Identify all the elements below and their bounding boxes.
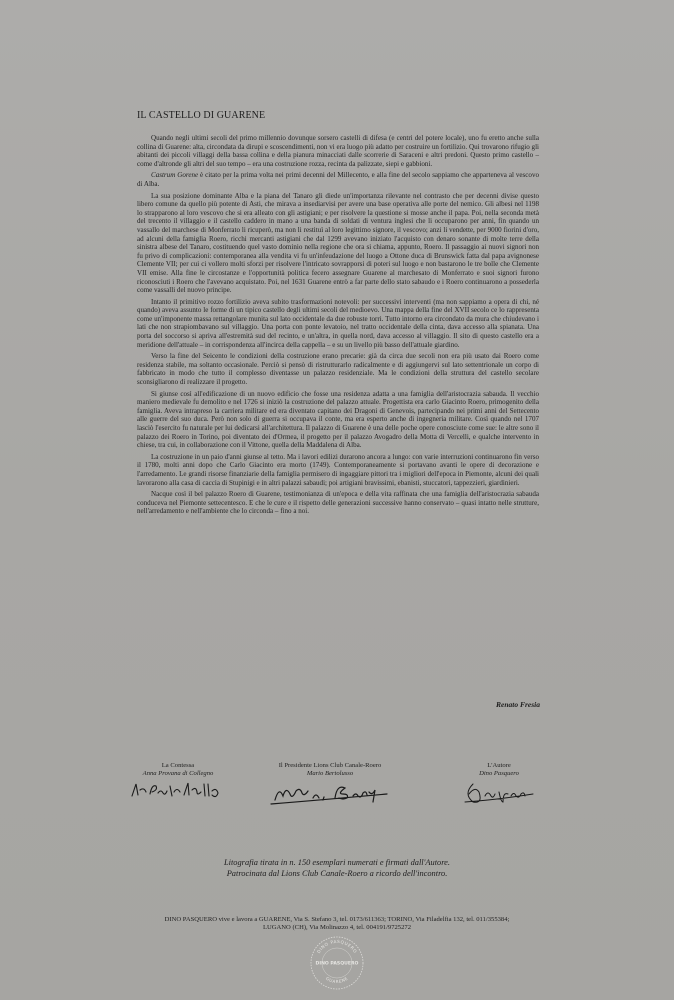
paragraph-3: [137, 192, 539, 295]
footer-line-2: LUGANO (CH), Via Molinazzo 4, tel. 004191/9725272: [262, 924, 411, 932]
document-body: [137, 134, 539, 519]
lithograph-line-1: Litografia tirata in n. 150 esemplari numerati e firmati dall'Autore.: [224, 858, 450, 867]
paragraph-lead: Castrum Gorene: [151, 171, 199, 180]
artist-contacts: [95, 916, 579, 933]
signature-name: Anna Provana di Collegno: [142, 770, 214, 777]
seal-text-top: DINO PASQUERO: [315, 938, 359, 955]
seal-text-bottom: GUARENE: [324, 975, 350, 985]
document-title: IL CASTELLO DI GUARENE: [137, 110, 266, 121]
embossed-seal-icon: [308, 934, 366, 992]
signature-role: La Contessa: [161, 762, 195, 769]
footer-line-1: DINO PASQUERO vive e lavora a GUARENE, Via S. Stefano 3, tel. 0173/611363; TORINO, Via Filadelfia 132, tel. 011/355384;: [164, 916, 510, 923]
signature-name: Mario Bertolusso: [306, 770, 354, 777]
paragraph-text: Verso la fine del Seicento le condizioni della costruzione erano precarie: già da circa due secoli non era più usato dai Roero come residenza stabile, ma soltanto occasionale. Perciò si pensò di ristrutturarlo radicalmente e di aggiungervi sul lato settentrionale un corpo di fabbricato in modo che tutto il complesso diventasse un palazzo residenziale. Ma le condizioni della struttura del castello secolare sconsigliarono di realizzare il progetto.: [137, 352, 539, 387]
paragraph-text: Quando negli ultimi secoli del primo millennio dovunque sorsero castelli di difesa (e centri del potere locale), uno fu eretto anche sulla collina di Guarene: alta, circondata da dirupi e scoscendimenti, non vi era luogo più adatto per costruire un fortilizio. Qui trovarono rifugio gli abitanti dei piccoli villaggi della bassa collina e della pianura minacciati dalle scorrerie di Saraceni e altri predoni. Questo primo castello – come d'altronde gli altri del suo tempo – era una costruzione rozza, recinta da palizzate, siepi e gabbioni.: [137, 134, 539, 168]
lithograph-line-2: Patrocinata dal Lions Club Canale-Roero a ricordo dell'incontro.: [226, 869, 448, 878]
paragraph-1: [137, 134, 539, 168]
paragraph-text: è citato per la prima volta nei primi decenni del Millecento, e alla fine del secolo sappiamo che apparteneva al vescovo di Alba.: [137, 171, 539, 188]
signature-block-contessa: [118, 762, 238, 802]
signature-block-president: [255, 762, 405, 808]
signature-name: Dino Pasquero: [479, 770, 519, 777]
paragraph-7: [137, 453, 539, 487]
paragraph-6: [137, 390, 539, 450]
signature-role: L'Autore: [487, 762, 511, 769]
paragraph-text: La costruzione in un paio d'anni giunse al tetto. Ma i lavori edilizi durarono ancora a lungo: con varie interruzioni continuarono fin verso il 1780, molti anni dopo che Carlo Giacinto era morto (1749). Contemporaneamente si portavano avanti le opere di decorazione e l'arredamento. Le grandi risorse finanziarie della famiglia permisero di ingaggiare pittori tra i migliori dell'epoca in Piemonte, alcuni dei quali lavorarono alla casa di caccia di Stupinigi e in altri palazzi sabaudi; poi artigiani bravissimi, ebanisti, stuccatori, tappezzieri, giardinieri.: [137, 452, 539, 487]
handwritten-signature-icon: [128, 778, 228, 802]
handwritten-signature-icon: [265, 778, 395, 808]
author-name: Renato Fresia: [496, 700, 540, 709]
handwritten-signature-icon: [459, 778, 539, 808]
paragraph-text: Intanto il primitivo rozzo fortilizio aveva subito trasformazioni notevoli: per successivi interventi (ma non sappiamo a opera di chi, né quando) aveva assunto le forme di un tipico castello degli ultimi secoli del medioevo. Una mappa della fine del XVII secolo ce lo rappresenta come un'imponente massa rettangolare munita sul lato occidentale da due robuste torri. Tutto intorno era circondato da mura che chiudevano i lati che non strapiombavano sul villaggio. Una porta con ponte levatoio, nel tratto occidentale della cinta, dava accesso alla spianata. Una porta del soccorso si apriva all'estremità sud del recinto, e un'altra, in quella nord, dava accesso al villaggio. Il sito di questo castello era a meridione dell'attuale – in corrispondenza all'incirca della cappella – e su un livello più basso dell'attuale giardino.: [137, 297, 539, 349]
paragraph-4: [137, 298, 539, 350]
svg-text:GUARENE: [325, 976, 349, 984]
paragraph-5: [137, 352, 539, 386]
lithograph-note: [130, 857, 544, 879]
paragraph-text: La sua posizione dominante Alba e la piana del Tanaro gli diede un'importanza rilevante nel contrasto che per decenni divise questo libero comune da quello più potente di Asti, che mirava a insediarvisi per avere una base operativa alle porte del nemico. Gli albesi nel 1198 lo strapparono al loro vescovo che si era alleato con gli astigiani; e per risolvere la questione si mosse anche il papa. Poi, nella seconda metà del trecento il villaggio e il castello caddero in mano a una banda di soldati di ventura inglesi che li occuparono per anni, fin quando un vassallo del marchese di Monferrato li ricuperò, ma non li restituì al loro legittimo signore, il vescovo; anzi li vendette, per 9000 fiorini d'oro, ad alcuni della famiglia Roero, ricchi mercanti astigiani che dal 1299 avevano iniziato l'acquisto con denaro sonante di molte terre della sinistra albese del Tanaro, costituendo quel vasto dominio nella regione che ora si chiama, appunto, Roero. Il passaggio ai nuovi signori non fu privo di complicazioni: contemporanea alla vendita vi fu un'infeudazione del luogo a Ottone duca di Brunswick fatta dal papa avignonese Clemente VII; per cui ci vollero molti sforzi per risolvere l'intricato sovrapporsi di poteri sul luogo e non bastarono le tre bolle che Clemente VII emise. Alla fine le circostanze e l'opportunità politica fecero assegnare Guarene al marchesato di Monferrato e suoi signori furono riconosciuti i Roero che l'avevano acquistato. Poi, nel 1631 Guarene entrò a far parte dello stato sabaudo e i Roero continuarono a possederla come vassalli del nuovo principe.: [137, 191, 539, 295]
signature-role: Il Presidente Lions Club Canale-Roero: [278, 762, 382, 769]
paragraph-2: [137, 171, 539, 188]
paragraph-8: [137, 490, 539, 516]
signature-block-author: [454, 762, 544, 808]
paragraph-text: Nacque così il bel palazzo Roero di Guarene, testimonianza di un'epoca e della vita raffinata che una famiglia dell'aristocrazia sabauda conduceva nel Piemonte settecentesco. E che le cure e il rispetto delle generazioni successive hanno conservato – quasi intatto nelle strutture, nell'arredamento e nell'ambiente che lo circonda – fino a noi.: [137, 490, 539, 516]
seal-text-center: DINO PASQUERO: [315, 961, 359, 967]
paragraph-text: Si giunse così all'edificazione di un nuovo edificio che fosse una residenza adatta a una famiglia dell'aristocrazia sabauda. Il vecchio maniero medievale fu demolito e nel 1726 si iniziò la costruzione del palazzo attuale. Progettista era carlo Giacinto Roero, primogenito della famiglia. Aveva intrapreso la carriera militare ed era diventato capitano dei Dragoni di Genevois, partecipando nei primi anni del Settecento alle guerre del suo duca. Però non solo di guerra si occupava il conte, ma era esperto anche di ingegneria militare. Così quando nel 1707 lasciò l'esercito fu naturale per lui dedicarsi all'architettura. Il palazzo di Guarene è una delle poche opere conosciute come sue: le altre sono il palazzo dei Roero in Torino, poi diventato dei d'Ormea, il progetto per il palazzo Avogadro della Motta di Vercelli, e qualche intervento in chiese, tra cui, in collaborazione con il Vittone, quella della Maddalena di Alba.: [137, 389, 539, 450]
